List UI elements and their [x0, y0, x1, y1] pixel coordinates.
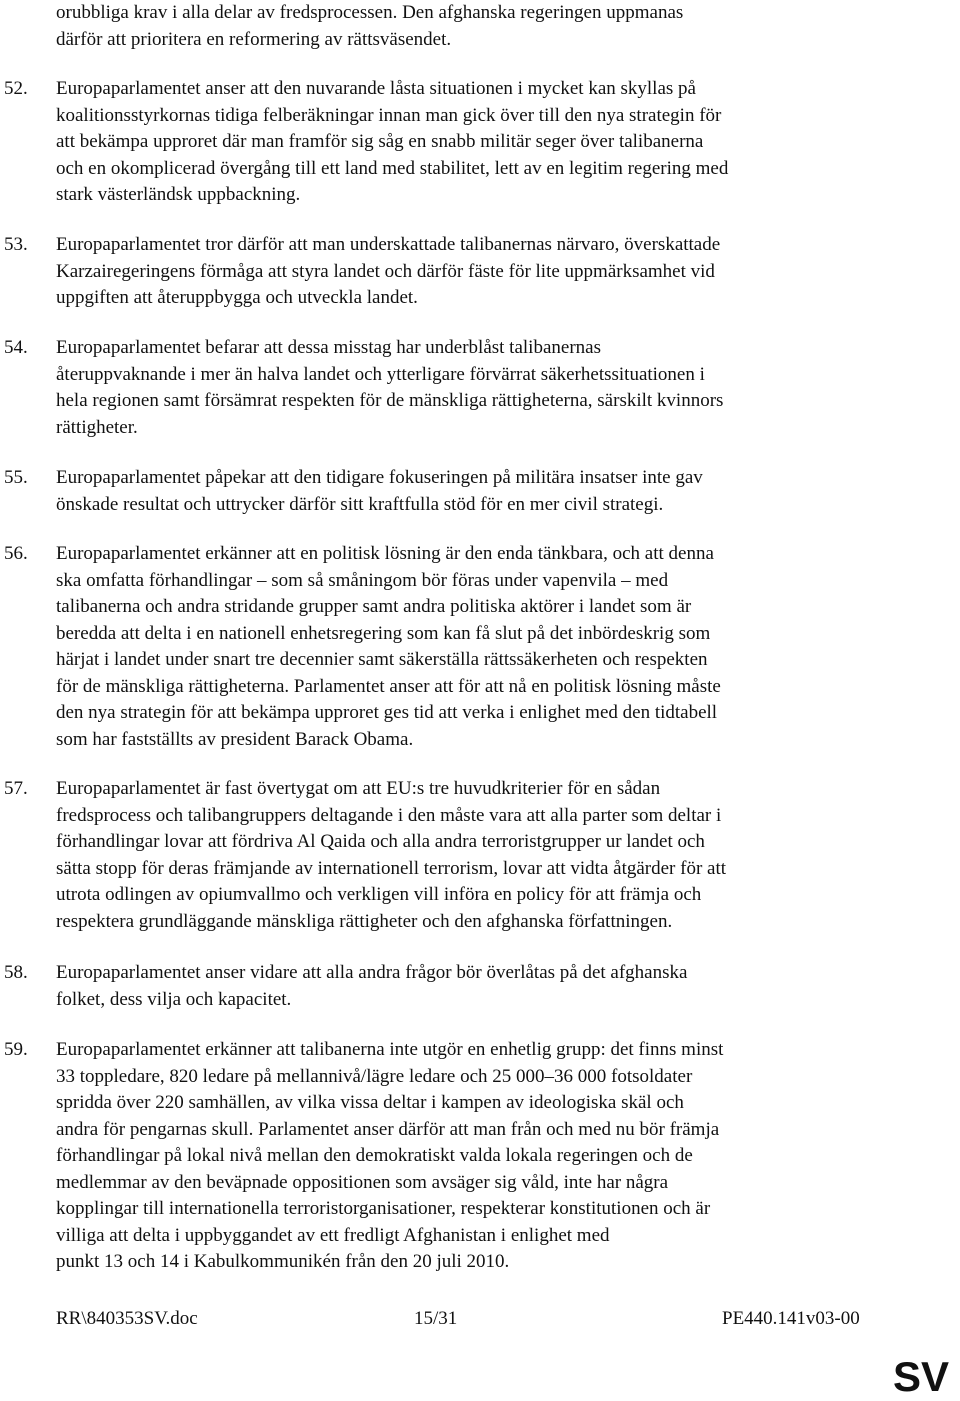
text-line: återuppvaknande i mer än halva landet och ytterligare förvärrat säkerhetssituationen i: [56, 363, 705, 385]
paragraph-text: [56, 335, 723, 441]
text-line: Europaparlamentet är fast övertygat om att EU:s tre huvudkriterier för en sådan: [56, 778, 661, 799]
text-line: stark västerländsk uppbackning.: [56, 184, 301, 205]
text-line: och en okomplicerad övergång till ett land med stabilitet, lett av en legitim regering med: [56, 157, 729, 179]
paragraph-text: [56, 960, 687, 1013]
text-line: Europaparlamentet anser vidare att alla andra frågor bör överlåtas på det afghanska: [56, 962, 688, 983]
text-line: orubbliga krav i alla delar av fredsprocessen. Den afghanska regeringen uppmanas: [56, 2, 684, 23]
text-line: därför att prioritera en reformering av rättsväsendet.: [56, 28, 452, 50]
text-line: folket, dess vilja och kapacitet.: [56, 988, 292, 1010]
paragraph-number: 57.: [4, 778, 28, 799]
text-line: Europaparlamentet erkänner att en politisk lösning är den enda tänkbara, och att denna: [56, 543, 714, 564]
text-line: villiga att delta i uppbyggandet av ett fredligt Afghanistan i enlighet med: [56, 1224, 610, 1246]
text-line: koalitionsstyrkornas tidiga felberäkningar innan man gick över till den nya strategin för: [56, 104, 722, 126]
text-line: sätta stopp för deras främjande av internationell terrorism, lovar att vidta åtgärder för att: [56, 857, 727, 879]
text-line: Europaparlamentet anser att den nuvarande låsta situationen i mycket kan skyllas på: [56, 78, 696, 99]
text-line: härjat i landet under snart tre decennier samt säkerställa rättssäkerheten och respekten: [56, 649, 708, 670]
paragraph-number: 59.: [4, 1039, 28, 1060]
text-line: andra för pengarnas skull. Parlamentet anser därför att man från och med nu bör främja: [56, 1118, 720, 1140]
language-code: SV: [893, 1353, 950, 1400]
paragraph-number: 55.: [4, 467, 28, 488]
text-line: utrota odlingen av opiumvallmo och verkligen vill införa en policy för att främja och: [56, 884, 702, 905]
text-line: uppgiften att återuppbygga och utveckla landet.: [56, 287, 418, 308]
text-line: som har fastställts av president Barack Obama.: [56, 728, 414, 750]
paragraph-number: 56.: [4, 543, 28, 564]
text-line: punkt 13 och 14 i Kabulkommunikén från den 20 juli 2010.: [56, 1251, 510, 1272]
text-line: önskade resultat och uttrycker därför sitt kraftfulla stöd för en mer civil strategi.: [56, 493, 664, 515]
footer-document-reference: RR\840353SV.doc: [56, 1308, 198, 1329]
text-line: medlemmar av den beväpnade oppositionen som avsäger sig våld, inte har några: [56, 1171, 669, 1193]
paragraph-text: [56, 76, 728, 209]
paragraph-text: [56, 465, 703, 518]
text-line: beredda att delta i en nationell enhetsregering som kan få slut på det inbördeskrig som: [56, 622, 711, 644]
text-line: talibanerna och andra stridande grupper samt andra politiska aktörer i landet som är: [56, 596, 692, 617]
text-line: fredsprocess och talibangruppers deltagande i den måste vara att alla parter som deltar i: [56, 804, 722, 826]
paragraph-number: 53.: [4, 234, 28, 255]
paragraph-number: 54.: [4, 337, 28, 358]
text-line: den nya strategin för att bekämpa upproret ges tid att verka i enlighet med den tidtabell: [56, 702, 718, 723]
text-line: Europaparlamentet erkänner att talibanerna inte utgör en enhetlig grupp: det finns minst: [56, 1039, 724, 1060]
text-line: för de mänskliga rättigheterna. Parlamentet anser att för att nå en politisk lösning måste: [56, 675, 721, 697]
paragraph-number: 58.: [4, 962, 28, 983]
paragraph-text: [56, 776, 726, 935]
text-line: rättigheter.: [56, 416, 138, 438]
footer-page-number: 15/31: [414, 1308, 458, 1329]
text-line: 33 toppledare, 820 ledare på mellannivå/lägre ledare och 25 000–36 000 fotsoldater: [56, 1065, 693, 1087]
paragraph-text: [56, 0, 683, 53]
text-line: Europaparlamentet befarar att dessa misstag har underblåst talibanernas: [56, 337, 601, 358]
text-line: Europaparlamentet tror därför att man underskattade talibanernas närvaro, överskattade: [56, 234, 721, 255]
paragraph-text: [56, 541, 721, 753]
paragraph-text: [56, 1037, 723, 1276]
paragraph-text: [56, 232, 720, 312]
text-line: Europaparlamentet påpekar att den tidigare fokuseringen på militära insatser inte gav: [56, 467, 703, 488]
text-line: respektera grundläggande mänskliga rättigheter och den afghanska författningen.: [56, 910, 673, 932]
text-line: kopplingar till internationella terroristorganisationer, respekterar konstitutionen och är: [56, 1198, 711, 1219]
text-line: Karzairegeringens förmåga att styra landet och därför fäste för lite uppmärksamhet vid: [56, 260, 715, 282]
text-line: förhandlingar lovar att fördriva Al Qaida och alla andra terroristgrupper ur landet och: [56, 831, 705, 852]
text-line: spridda över 220 samhällen, av vilka vissa deltar i kampen av ideologiska skäl och: [56, 1092, 684, 1113]
text-line: förhandlingar på lokal nivå mellan den demokratiskt valda lokala regeringen och de: [56, 1145, 693, 1166]
footer-pe-reference: PE440.141v03-00: [722, 1308, 860, 1329]
text-line: att bekämpa upproret där man framför sig såg en snabb militär seger över talibanerna: [56, 131, 704, 152]
text-line: ska omfatta förhandlingar – som så småningom bör föras under vapenvila – med: [56, 569, 669, 591]
text-line: hela regionen samt försämrat respekten för de mänskliga rättigheterna, särskilt kvinnors: [56, 390, 724, 411]
paragraph-number: 52.: [4, 78, 28, 99]
